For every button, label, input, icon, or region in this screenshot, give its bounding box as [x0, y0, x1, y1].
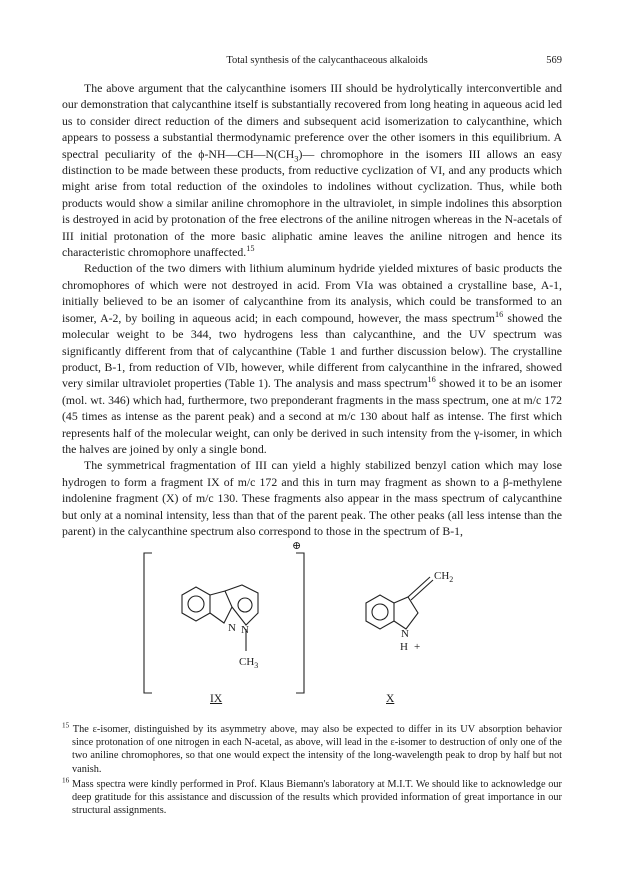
- running-title: Total synthesis of the calycanthaceous alkaloids: [226, 55, 428, 66]
- footnote: $^{15}$ The ε-isomer, distinguished by its asymmetry above, may also be expected to differ in its UV absorption behavior since protonation of one nitrogen in each N-acetal, as above, will lead in the ε-isomer to destruction of only one of the two aniline chromophores, so that one would expect the intensity of the long-wavelength peak to drop by half but not vanish.: [62, 721, 563, 775]
- footnote-ref: 15: [246, 244, 255, 254]
- n-label-ix: N: [228, 622, 236, 634]
- pyrroline-ring-x: [394, 597, 418, 629]
- body-text: [62, 80, 562, 539]
- footnote-marker: 15: [62, 721, 70, 730]
- right-bracket: [296, 553, 304, 693]
- benzene-ring-ix: [182, 587, 210, 621]
- aromatic-circle-x: [372, 604, 388, 620]
- n-label-x: N: [401, 628, 409, 640]
- paragraph: The above argument that the calycanthine isomers III should be hydrolytically interconvertible and our demonstration that calycanthine itself is substantially recovered from long heating in aqueous acid led us to consider direct reduction of the dimers and subsequent acid isomerization to calycanthine, which appears to possess a substantial thermodynamic preference over the other isomers in this equilibrium. A spectral peculiarity of the $\phi-NH—CH—N(CH_3)—$ chromophore in the isomers III allows an easy distinction to be made between these products, from reductive cyclization of VI, and any products which might arise from total reduction of the oxindoles to indolines without cyclization. Thus, while both products would show a similar aniline chromophore in the ultraviolet, in simple indolines this absorption is destroyed in acid by protonation of the free electrons of the aniline nitrogen whereas in the N-acetals of III initial protonation of the more basic aliphatic amine leaves the aniline nitrogen and hence its characteristic chromophore unaffected.$^{15}$: [62, 81, 562, 260]
- structure-figure: [100, 533, 540, 711]
- charge-symbol: ⊕: [292, 540, 302, 552]
- paragraph: Reduction of the two dimers with lithium aluminum hydride yielded mixtures of basic products the chromophores of which were not destroyed in acid. From VIa was obtained a crystalline base, A-1, initially believed to be an isomer of calycanthine from its analysis, which could be transformed to an isomer, A-2, by boiling in aqueous acid; in each compound, however, the mass spectrum$^{16}$ showed the molecular weight to be 344, two hydrogens less than calycanthine, and the UV spectrum was significantly different from that of calycanthine (Table 1 and further discussion below). The crystalline product, B-1, from reduction of VIb, however, while different from calycanthine in the infrared, showed very similar ultraviolet properties (Table 1). The analysis and mass spectrum$^{16}$ showed it to be an isomer (mol. wt. 346) which had, furthermore, two preponderant fragments in the mass spectrum, one at m/c 172 (45 times as intense as the parent peak) and a second at m/c 130 about half as intense. The first which represents half of the molecular weight, can only be derived in such intensity from the γ-isomer, in which the halves are joined by only a single bond.: [62, 261, 562, 456]
- ch3-label: $CH_3$: [239, 656, 259, 670]
- exo-bond-2: [411, 580, 433, 600]
- h-label: H: [400, 641, 408, 653]
- chemical-structures-drawing: [100, 533, 540, 711]
- footnote-marker: 16: [62, 776, 70, 785]
- exo-bond-1: [408, 577, 430, 597]
- structure-label-ix: IX: [210, 693, 223, 705]
- left-bracket: [144, 553, 152, 693]
- footnote-ref: 16: [427, 375, 436, 385]
- n-label-ix-2: N: [241, 624, 249, 636]
- footnote: $^{16}$ Mass spectra were kindly performed in Prof. Klaus Biemann's laboratory at M.I.T. We should like to acknowledge our deep gratitude for this assistance and discussion of the results which provided information of great importance in our structural assignments.: [62, 776, 562, 817]
- footnote-ref: 16: [494, 309, 504, 319]
- plus-label: +: [414, 641, 421, 653]
- ch2-label: $CH_2$: [434, 570, 454, 584]
- paragraph: The symmetrical fragmentation of III can yield a highly stabilized benzyl cation which may lose hydrogen to form a fragment IX of m/c 172 and this in turn may fragment as shown to a β-methylene indolenine fragment (X) of m/c 130. These fragments also appear in the mass spectrum of calycanthine but only at a nominal intensity, less than that of the parent peak. The other peaks (all less intense than the parent) in the calycanthine spectrum also correspond to those in the spectrum of B-1,: [62, 458, 562, 538]
- aromatic-circle-ix: [188, 596, 204, 612]
- second-ring-ix: [225, 585, 258, 625]
- structure-label-x: X: [386, 693, 395, 705]
- page-number: 569: [546, 55, 562, 66]
- pyrrole-ring-ix: [210, 591, 232, 623]
- aromatic-circle-ix-2: [238, 598, 252, 612]
- benzene-ring-x: [366, 595, 394, 629]
- running-header: [92, 55, 562, 71]
- footnotes: [62, 723, 562, 819]
